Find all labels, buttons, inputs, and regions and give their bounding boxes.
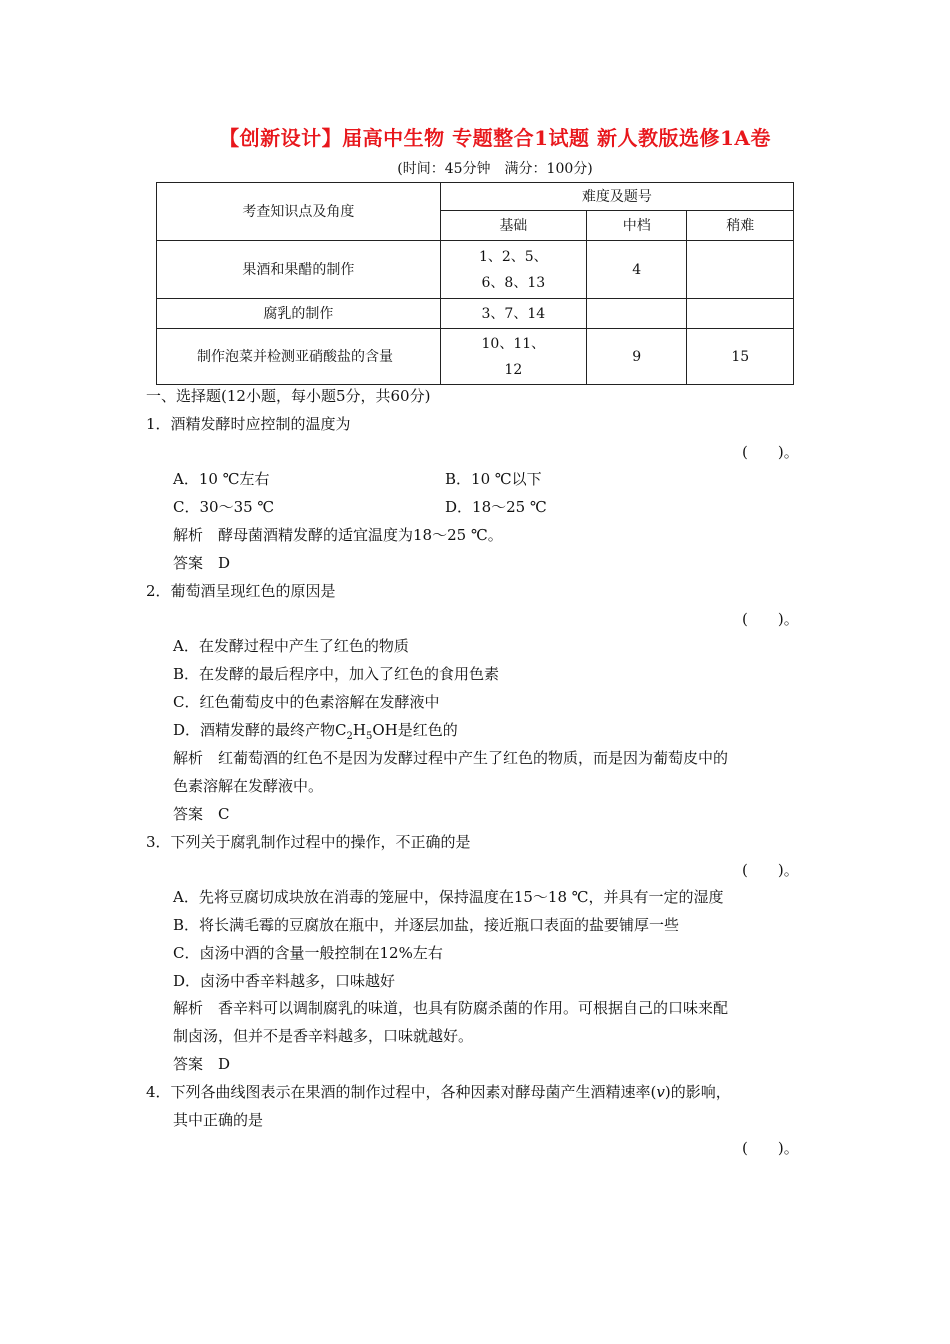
row-basic-line: 1、2、5、 bbox=[478, 248, 548, 265]
header-basic: 基础 bbox=[440, 211, 586, 241]
q2-option-d-text: D．酒精发酵的最终产物C bbox=[173, 721, 347, 739]
q4-stem-line-1 bbox=[146, 1082, 731, 1102]
q3-stem: 3．下列关于腐乳制作过程中的操作，不正确的是 bbox=[146, 833, 471, 851]
q1-option-b: B．10 ℃以下 bbox=[445, 470, 542, 488]
header-medium: 中档 bbox=[586, 211, 687, 241]
subscript: 2 bbox=[346, 731, 353, 742]
q4-stem-text: )的影响， bbox=[664, 1083, 731, 1101]
q2-option-d-text: OH是红色的 bbox=[372, 721, 458, 739]
row-topic: 果酒和果醋的制作 bbox=[157, 241, 441, 299]
q4-stem-line-2: 其中正确的是 bbox=[173, 1111, 264, 1129]
document-subtitle: (时间：45分钟 满分：100分) bbox=[397, 161, 593, 177]
q3-option-d: D．卤汤中香辛料越多，口味越好 bbox=[173, 972, 396, 990]
q2-analysis-line-2: 色素溶解在发酵液中。 bbox=[173, 777, 324, 795]
q3-answer-blank: ( )。 bbox=[742, 861, 799, 879]
q1-answer-blank: ( )。 bbox=[742, 443, 799, 461]
q2-answer: 答案 C bbox=[173, 805, 230, 823]
row-basic bbox=[440, 241, 586, 299]
q2-option-c: C．红色葡萄皮中的色素溶解在发酵液中 bbox=[173, 693, 440, 711]
row-medium: 4 bbox=[586, 241, 687, 299]
section-heading: 一、选择题(12小题，每小题5分，共60分) bbox=[146, 387, 431, 405]
q3-option-b: B．将长满毛霉的豆腐放在瓶中，并逐层加盐，接近瓶口表面的盐要铺厚一些 bbox=[173, 916, 680, 934]
row-basic-line: 6、8、13 bbox=[481, 274, 546, 291]
q2-option-d bbox=[173, 720, 458, 747]
q2-option-d-text: H bbox=[352, 721, 366, 739]
q1-analysis: 解析 酵母菌酒精发酵的适宜温度为18～25 ℃。 bbox=[173, 526, 503, 544]
table-row bbox=[157, 329, 794, 385]
q2-option-a: A．在发酵过程中产生了红色的物质 bbox=[173, 637, 409, 655]
row-topic: 制作泡菜并检测亚硝酸盐的含量 bbox=[157, 329, 441, 385]
header-difficulty: 难度及题号 bbox=[440, 183, 793, 211]
header-topic: 考查知识点及角度 bbox=[157, 183, 441, 241]
q3-answer: 答案 D bbox=[173, 1055, 231, 1073]
q3-analysis-line-1: 解析 香辛料可以调制腐乳的味道，也具有防腐杀菌的作用。可根据自己的口味来配 bbox=[173, 999, 729, 1017]
q2-stem: 2．葡萄酒呈现红色的原因是 bbox=[146, 582, 336, 600]
row-medium bbox=[586, 299, 687, 329]
row-basic bbox=[440, 329, 586, 385]
q1-stem: 1．酒精发酵时应控制的温度为 bbox=[146, 415, 351, 433]
q1-option-d: D．18～25 ℃ bbox=[445, 498, 547, 516]
subscript: 5 bbox=[365, 731, 373, 742]
row-hard bbox=[687, 299, 794, 329]
q4-answer-blank: ( )。 bbox=[742, 1139, 799, 1157]
q1-option-a: A．10 ℃左右 bbox=[173, 470, 270, 488]
q4-stem-variable: v bbox=[656, 1083, 665, 1101]
q2-analysis-line-1: 解析 红葡萄酒的红色不是因为发酵过程中产生了红色的物质，而是因为葡萄皮中的 bbox=[173, 749, 729, 767]
document-title: 【创新设计】届高中生物 专题整合1试题 新人教版选修1A卷 bbox=[219, 126, 771, 150]
q2-option-b: B．在发酵的最后程序中，加入了红色的食用色素 bbox=[173, 665, 500, 683]
row-basic: 3、7、14 bbox=[440, 299, 586, 329]
q3-option-a: A．先将豆腐切成块放在消毒的笼屉中，保持温度在15～18 ℃，并具有一定的湿度 bbox=[173, 888, 724, 906]
q1-option-c: C．30～35 ℃ bbox=[173, 498, 275, 516]
row-hard bbox=[687, 241, 794, 299]
table-row bbox=[157, 299, 794, 329]
knowledge-table bbox=[156, 182, 794, 385]
row-basic-line: 10、11、 bbox=[481, 335, 546, 352]
row-basic-line: 12 bbox=[504, 361, 523, 378]
row-hard: 15 bbox=[687, 329, 794, 385]
header-hard: 稍难 bbox=[687, 211, 794, 241]
row-medium: 9 bbox=[586, 329, 687, 385]
q3-analysis-line-2: 制卤汤，但并不是香辛料越多，口味就越好。 bbox=[173, 1027, 474, 1045]
table-row bbox=[157, 241, 794, 299]
q4-stem-text: 4．下列各曲线图表示在果酒的制作过程中，各种因素对酵母菌产生酒精速率( bbox=[146, 1083, 657, 1101]
q1-answer: 答案 D bbox=[173, 554, 231, 572]
q2-answer-blank: ( )。 bbox=[742, 610, 799, 628]
q3-option-c: C．卤汤中酒的含量一般控制在12%左右 bbox=[173, 944, 443, 962]
row-topic: 腐乳的制作 bbox=[157, 299, 441, 329]
